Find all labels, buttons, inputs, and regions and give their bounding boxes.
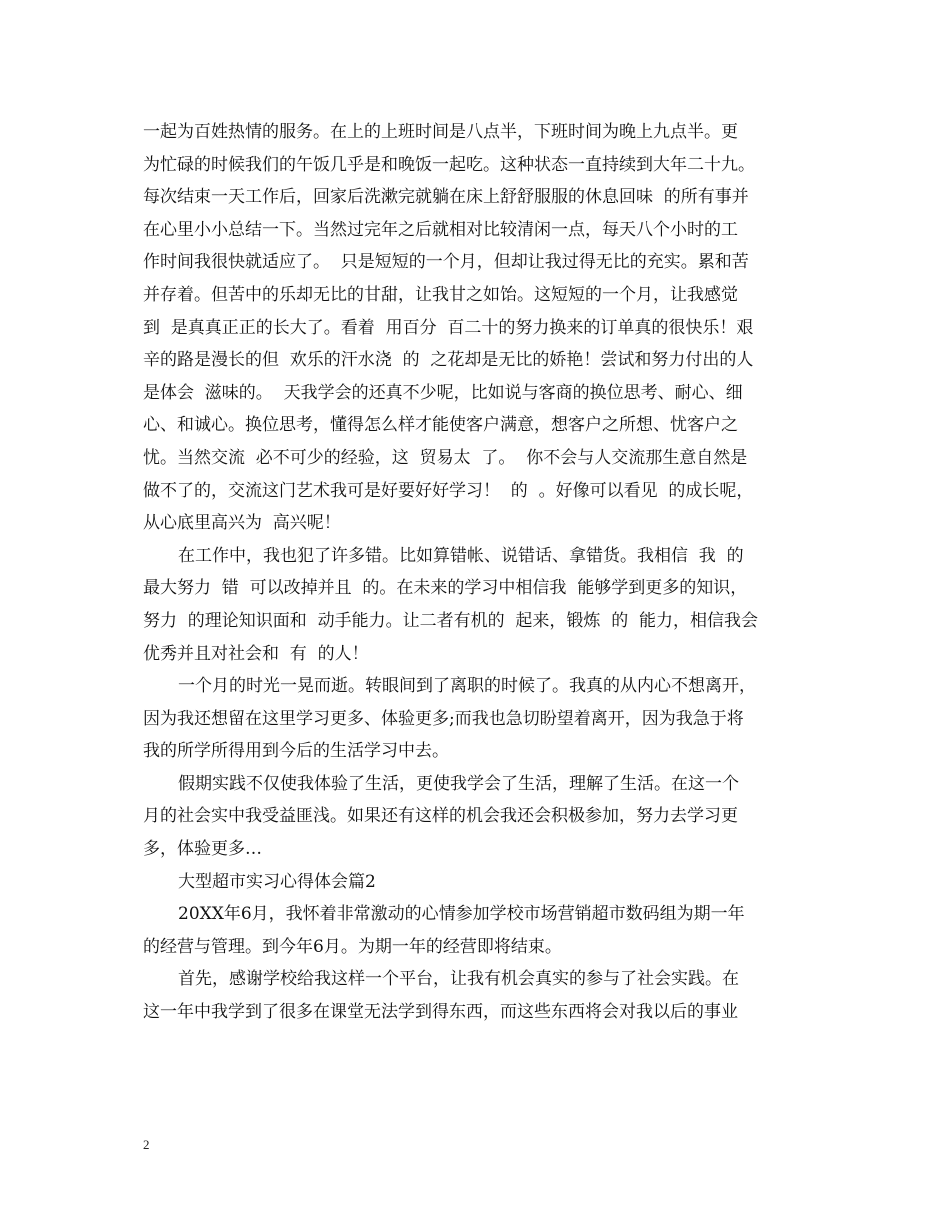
text-line: 月的社会实中我受益匪浅。如果还有这样的机会我还会积极参加，努力去学习更 <box>143 806 738 827</box>
text-line: 优秀并且对社会和 有 的人！ <box>143 643 369 664</box>
text-line: 最大努力 错 可以改掉并且 的。在未来的学习中相信我 能够学到更多的知识， <box>143 578 748 599</box>
paragraph-start-line: 在工作中，我也犯了许多错。比如算错帐、说错话、拿错货。我相信 我 的 <box>178 545 744 566</box>
text-line: 并存着。但苦中的乐却无比的甘甜，让我甘之如饴。这短短的一个月，让我感觉 <box>143 284 738 305</box>
text-line: 辛的路是漫长的但 欢乐的汗水浇 的 之花却是无比的娇艳！尝试和努力付出的人 <box>143 350 754 371</box>
paragraph-start-line: 首先，感谢学校给我这样一个平台，让我有机会真实的参与了社会实践。在 <box>178 969 739 990</box>
text-line: 从心底里高兴为 高兴呢！ <box>143 513 341 534</box>
text-line: 心、和诚心。换位思考，懂得怎么样才能使客户满意，想客户之所想、忧客户之 <box>143 415 738 436</box>
text-line: 在心里小小总结一下。当然过完年之后就相对比较清闲一点，每天八个小时的工 <box>143 219 738 240</box>
text-line: 多，体验更多… <box>143 839 262 860</box>
text-line: 这一年中我学到了很多在课堂无法学到得东西，而这些东西将会对我以后的事业 <box>143 1002 738 1023</box>
body-text <box>143 116 823 1029</box>
page-number: 2 <box>143 1137 150 1152</box>
paragraph-start-line: 一个月的时光一晃而逝。转眼间到了离职的时候了。我真的从内心不想离开， <box>178 676 756 697</box>
text-line: 每次结束一天工作后，回家后洗漱完就躺在床上舒舒服服的休息回味 的所有事并 <box>143 187 749 208</box>
paragraph-start-line: 假期实践不仅使我体验了生活，更使我学会了生活，理解了生活。在这一个 <box>178 773 739 794</box>
text-line: 努力 的理论知识面和 动手能力。让二者有机的 起来，锻炼 的 能力，相信我会 <box>143 610 759 631</box>
text-line: 做不了的，交流这门艺术我可是好要好好学习！ 的 。好像可以看见 的成长呢， <box>143 480 754 501</box>
text-line: 我的所学所得用到今后的生活学习中去。 <box>143 741 449 762</box>
text-line: 忧。当然交流 必不可少的经验，这 贸易太 了。 你不会与人交流那生意自然是 <box>143 447 748 468</box>
section-heading: 大型超市实习心得体会篇2 <box>178 871 376 892</box>
text-line: 因为我还想留在这里学习更多、体验更多;而我也急切盼望着离开，因为我急于将 <box>143 708 744 729</box>
paragraph-start-line: 20XX年6月，我怀着非常激动的心情参加学校市场营销超市数码组为期一年 <box>178 904 745 925</box>
text-line: 一起为百姓热情的服务。在上的上班时间是八点半，下班时间为晚上九点半。更 <box>143 122 738 142</box>
text-line: 作时间我很快就适应了。 只是短短的一个月，但却让我过得无比的充实。累和苦 <box>143 252 749 273</box>
text-line: 到 是真真正正的长大了。看着 用百分 百二十的努力换来的订单真的很快乐！艰 <box>143 317 754 338</box>
text-line: 是体会 滋味的。 天我学会的还真不少呢，比如说与客商的换位思考、耐心、细 <box>143 382 743 403</box>
text-line: 的经营与管理。到今年6月。为期一年的经营即将结束。 <box>143 936 562 957</box>
text-line: 为忙碌的时候我们的午饭几乎是和晚饭一起吃。这种状态一直持续到大年二十九。 <box>143 154 755 175</box>
